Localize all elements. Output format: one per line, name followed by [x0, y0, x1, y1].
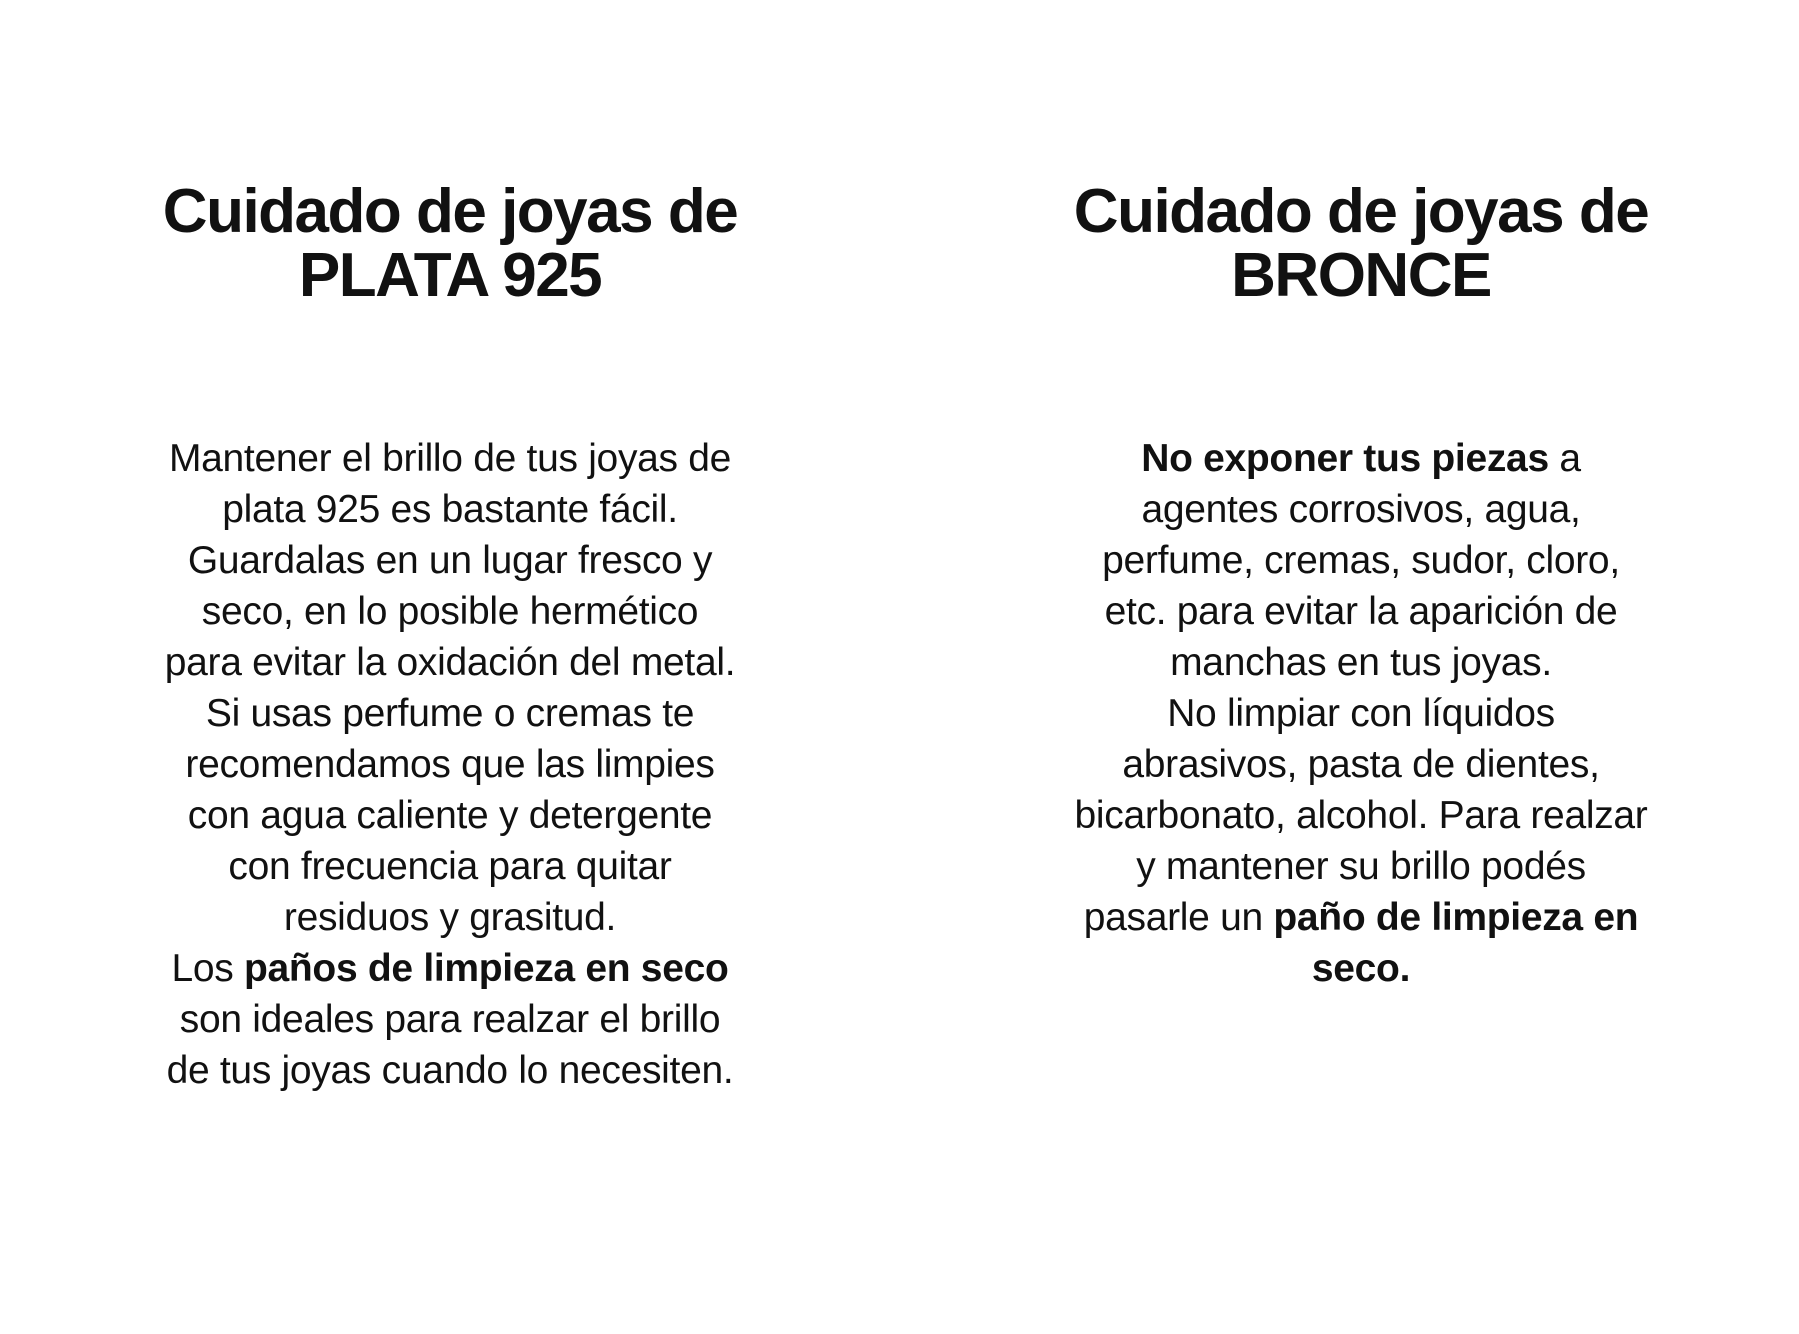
- bronce-emphasis-text: seco.: [1311, 947, 1411, 990]
- bronce-body-line: abrasivos, pasta de dientes,: [1122, 743, 1600, 786]
- bronce-body-line: y mantener su brillo podés: [1136, 845, 1586, 888]
- plata-body-text: Los: [171, 947, 244, 990]
- bronce-body-line: etc. para evitar la aparición de: [1104, 590, 1618, 633]
- plata-emphasis-text: paños de limpieza en seco: [244, 947, 729, 990]
- bronce-title-line: BRONCE: [1231, 241, 1491, 310]
- plata-body-line: de tus joyas cuando lo necesiten.: [166, 1049, 734, 1092]
- plata-body-line: Si usas perfume o cremas te: [205, 692, 695, 735]
- plata-body-line: Guardalas en un lugar fresco y: [187, 539, 713, 582]
- plata-body-line: con agua caliente y detergente: [187, 794, 713, 837]
- plata-body-line: son ideales para realzar el brillo: [179, 998, 721, 1041]
- bronce-body-line: No limpiar con líquidos: [1167, 692, 1555, 735]
- plata-body-line: Mantener el brillo de tus joyas de: [168, 437, 732, 480]
- bronce-body-line: manchas en tus joyas.: [1170, 641, 1552, 684]
- plata-body: [70, 433, 830, 1096]
- bronce-body-text: a: [1548, 437, 1581, 480]
- plata-title: [70, 177, 830, 310]
- plata-title-line: PLATA 925: [298, 241, 602, 310]
- plata-body-line: recomendamos que las limpies: [185, 743, 715, 786]
- bronce-body-line: perfume, cremas, sudor, cloro,: [1102, 539, 1620, 582]
- bronce-title-line: Cuidado de joyas de: [1073, 177, 1649, 246]
- bronce-body-line: [981, 943, 1741, 994]
- plata-body-line: con frecuencia para quitar: [228, 845, 672, 888]
- plata-body-line: plata 925 es bastante fácil.: [222, 488, 678, 531]
- bronce-body: [981, 433, 1741, 994]
- bronce-body-line: bicarbonato, alcohol. Para realzar: [1074, 794, 1648, 837]
- bronce-emphasis-text: paño de limpieza en: [1273, 896, 1639, 939]
- plata-body-line: seco, en lo posible hermético: [201, 590, 699, 633]
- plata-body-line: [70, 943, 830, 994]
- bronce-emphasis-text: No exponer tus piezas: [1141, 437, 1549, 480]
- bronce-title: [981, 177, 1741, 310]
- plata-title-line: Cuidado de joyas de: [162, 177, 738, 246]
- bronce-body-line: [981, 433, 1741, 484]
- plata-body-line: residuos y grasitud.: [283, 896, 617, 939]
- plata-body-line: para evitar la oxidación del metal.: [164, 641, 736, 684]
- bronce-body-line: [981, 892, 1741, 943]
- bronce-body-text: pasarle un: [1083, 896, 1274, 939]
- bronce-body-line: agentes corrosivos, agua,: [1141, 488, 1581, 531]
